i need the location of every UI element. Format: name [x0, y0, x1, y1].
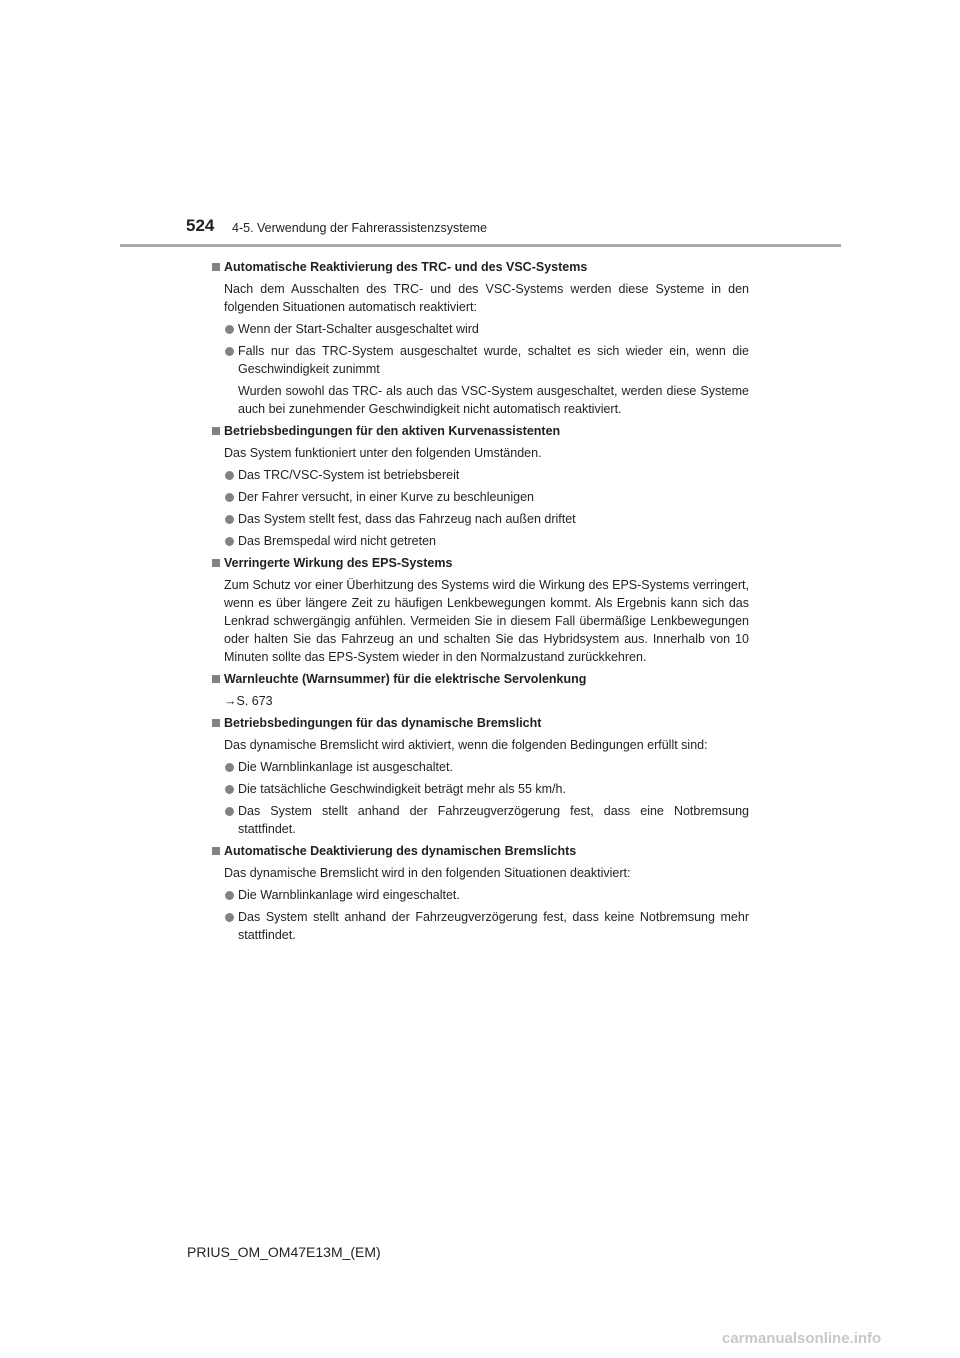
round-bullet-icon: [225, 515, 234, 524]
sub-paragraph: Wurden sowohl das TRC- als auch das VSC-System ausgeschaltet, werden diese Systeme auch bei zunehmender Geschwindigkeit nicht automatisch reaktiviert.: [238, 384, 749, 416]
round-bullet-icon: [225, 763, 234, 772]
round-bullet-icon: [225, 807, 234, 816]
square-bullet-icon: [212, 263, 220, 271]
list-item-text: Der Fahrer versucht, in einer Kurve zu beschleunigen: [238, 490, 534, 504]
list-item-text: Wenn der Start-Schalter ausgeschaltet wird: [238, 322, 479, 336]
round-bullet-icon: [225, 537, 234, 546]
list-item-text: Falls nur das TRC-System ausgeschaltet wurde, schaltet es sich wieder ein, wenn die Geschwindigkeit zunimmt: [238, 344, 749, 376]
list-item: [210, 780, 749, 798]
paragraph: Das dynamische Bremslicht wird aktiviert, wenn die folgenden Bedingungen erfüllt sind:: [224, 738, 708, 752]
section-heading: [210, 258, 749, 276]
round-bullet-icon: [225, 913, 234, 922]
list-item-text: Das System stellt fest, dass das Fahrzeug nach außen driftet: [238, 512, 576, 526]
paragraph: Zum Schutz vor einer Überhitzung des Systems wird die Wirkung des EPS-Systems verringert, wenn es über längere Zeit zu häufigen Lenkbewegungen kommt. Als Ergebnis kann sich das Lenkrad schwergängig anfühlen. Vermeiden Sie in diesem Fall übermäßige Lenkbewegungen oder halten Sie das Fahrzeug an und schalten Sie das Hybridsystem aus. Innerhalb von 10 Minuten sollte das EPS-System wieder in den Normalzustand zurückkehren.: [224, 578, 749, 664]
list-item-text: Die Warnblinkanlage ist ausgeschaltet.: [238, 760, 453, 774]
paragraph: Nach dem Ausschalten des TRC- und des VSC-Systems werden diese Systeme in den folgenden Situationen automatisch reaktiviert:: [224, 282, 749, 314]
list-item: [210, 342, 749, 378]
list-item-text: Das System stellt anhand der Fahrzeugverzögerung fest, dass keine Notbremsung mehr stattfindet.: [238, 910, 749, 942]
section-title: 4-5. Verwendung der Fahrerassistenzsysteme: [232, 221, 487, 235]
round-bullet-icon: [225, 347, 234, 356]
heading-text: Verringerte Wirkung des EPS-Systems: [224, 556, 453, 570]
page-number: 524: [186, 216, 215, 235]
round-bullet-icon: [225, 325, 234, 334]
square-bullet-icon: [212, 719, 220, 727]
round-bullet-icon: [225, 785, 234, 794]
section-heading: [210, 554, 749, 572]
list-item: [210, 908, 749, 944]
list-item-text: Das System stellt anhand der Fahrzeugverzögerung fest, dass eine Notbremsung stattfindet.: [238, 804, 749, 836]
heading-text: Warnleuchte (Warnsummer) für die elektrische Servolenkung: [224, 672, 587, 686]
page-content: [210, 254, 749, 944]
page-reference-link[interactable]: →S. 673: [224, 694, 273, 708]
list-item: [210, 320, 749, 338]
square-bullet-icon: [212, 427, 220, 435]
square-bullet-icon: [212, 559, 220, 567]
list-item: [210, 510, 749, 528]
section-heading: [210, 670, 749, 688]
list-item-text: Das Bremspedal wird nicht getreten: [238, 534, 437, 548]
square-bullet-icon: [212, 675, 220, 683]
list-item: [210, 532, 749, 550]
list-item: [210, 488, 749, 506]
round-bullet-icon: [225, 891, 234, 900]
heading-text: Betriebsbedingungen für den aktiven Kurvenassistenten: [224, 424, 561, 438]
section-heading: [210, 422, 749, 440]
heading-text: Automatische Reaktivierung des TRC- und des VSC-Systems: [224, 260, 588, 274]
paragraph: Das dynamische Bremslicht wird in den folgenden Situationen deaktiviert:: [224, 866, 631, 880]
list-item: [210, 886, 749, 904]
list-item-text: Die Warnblinkanlage wird eingeschaltet.: [238, 888, 460, 902]
paragraph: Das System funktioniert unter den folgenden Umständen.: [224, 446, 542, 460]
list-item-text: Die tatsächliche Geschwindigkeit beträgt mehr als 55 km/h.: [238, 782, 566, 796]
list-item: [210, 802, 749, 838]
document-code: PRIUS_OM_OM47E13M_(EM): [187, 1244, 381, 1260]
section-heading: [210, 714, 749, 732]
square-bullet-icon: [212, 847, 220, 855]
heading-text: Automatische Deaktivierung des dynamischen Bremslichts: [224, 844, 577, 858]
heading-text: Betriebsbedingungen für das dynamische Bremslicht: [224, 716, 542, 730]
watermark: carmanualsonline.info: [722, 1330, 882, 1347]
list-item-text: Das TRC/VSC-System ist betriebsbereit: [238, 468, 460, 482]
round-bullet-icon: [225, 493, 234, 502]
round-bullet-icon: [225, 471, 234, 480]
header-rule: [120, 244, 841, 247]
list-item: [210, 758, 749, 776]
section-heading: [210, 842, 749, 860]
list-item: [210, 466, 749, 484]
